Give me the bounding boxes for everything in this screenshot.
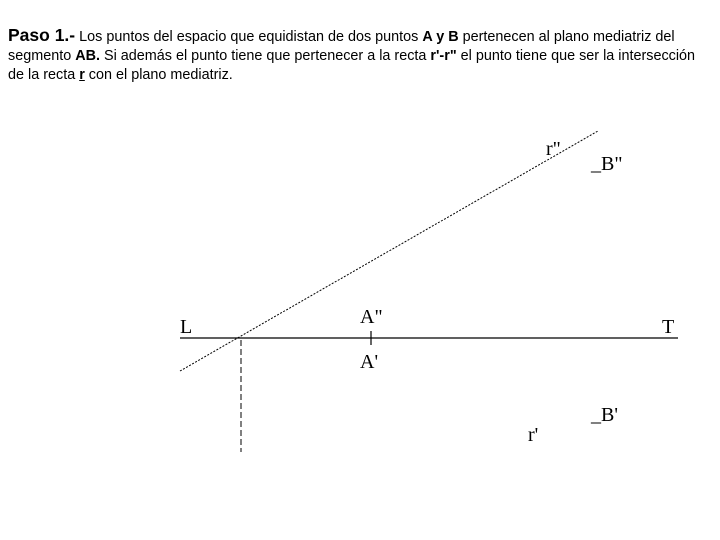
- line-r-double-prime: [180, 131, 598, 371]
- step-label: Paso 1.-: [8, 25, 76, 45]
- segment-ab: AB.: [75, 48, 100, 64]
- label-r-double-prime: r": [546, 138, 561, 160]
- label-a-prime: A': [360, 351, 379, 373]
- label-b-double-prime: _B": [591, 153, 623, 175]
- paragraph-text-2: pertenecen al plano mediatriz del segmento: [8, 29, 675, 64]
- points-a-b: A y B: [422, 29, 459, 45]
- paragraph-text-1: Los puntos del espacio que equidistan de dos puntos: [75, 29, 423, 45]
- paragraph-text-3: Si además el punto tiene que pertenecer a la recta: [100, 48, 431, 64]
- line-r-name: r'-r": [430, 48, 457, 64]
- paragraph-text-4: el punto tiene que ser la intersección de la recta: [8, 48, 696, 83]
- label-r-prime: r': [528, 424, 539, 446]
- label-a-double-prime: A": [360, 306, 383, 328]
- label-b-prime: _B': [591, 404, 618, 426]
- paragraph-text-5: con el plano mediatriz.: [84, 67, 233, 83]
- label-l: L: [180, 316, 193, 338]
- label-t: T: [662, 316, 675, 338]
- line-r-underlined: r: [79, 67, 85, 83]
